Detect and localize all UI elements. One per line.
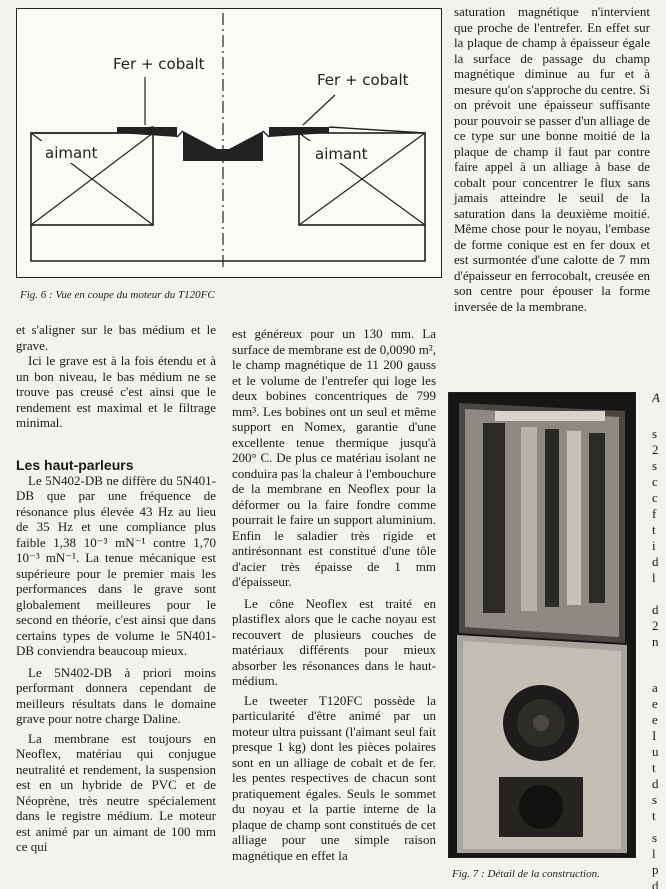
label-fer-cobalt-left: Fer + cobalt: [113, 55, 205, 73]
edge-letter: p: [652, 862, 659, 877]
edge-letter: 2: [652, 618, 659, 633]
edge-letter: u: [652, 744, 659, 759]
edge-letter: a: [652, 680, 658, 695]
edge-letter: t: [652, 808, 656, 823]
edge-letter: e: [652, 696, 658, 711]
edge-letter: s: [652, 792, 658, 807]
label-aimant-left: aimant: [45, 144, 98, 162]
col1-paragraph-4: Le 5N402-DB à priori moins performant donnera cependant de meilleurs résultats dans le domaine grave pour notre charge Daline.: [16, 664, 216, 726]
label-fer-cobalt-right: Fer + cobalt: [317, 71, 409, 89]
figure-7: [448, 392, 636, 858]
edge-letter: n: [652, 634, 659, 649]
edge-letter: t: [652, 522, 656, 537]
col1-paragraph-5: La membrane est toujours en Neoflex, matériau qui conjugue neutralité et rendement, la suspension est en un hybride de PVC et de Néoprène, très neutre spécialement dans le registre médium. Le moteur est animé par un aimant de 100 mm ce qui: [16, 730, 216, 854]
edge-letter: c: [652, 490, 658, 505]
base-plate: [31, 225, 425, 261]
col2-paragraph-2: Le cône Neoflex est traité en plastiflex alors que le cache noyau est recouvert de plusieurs couches de matériaux différents pour mieux absorber les résonances dans le haut-médium.: [232, 595, 436, 688]
edge-letter: s: [652, 426, 658, 441]
edge-letter: 2: [652, 442, 659, 457]
figure-6-caption: Fig. 6 : Vue en coupe du moteur du T120FC: [20, 289, 215, 301]
edge-letter: e: [652, 712, 658, 727]
edge-letter: l: [652, 570, 656, 585]
col1-paragraph-1: et s'aligner sur le bas médium et le grave.: [16, 322, 216, 353]
column-2: [232, 326, 436, 863]
figure-7-caption: Fig. 7 : Détail de la construction.: [452, 868, 600, 880]
col2-paragraph-3: Le tweeter T120FC possède la particularité d'être animé par un moteur ultra puissant (l'aimant seul fait presque 1 kg) dont les pièces polaires sont en un alliage de cobalt et de fer. les pentes respectives de chacun sont pratiquement égales. Seuls le sommet du noyau et la partie interne de la plaque de champ sont constitués de cet alliage pour une simple raison magnétique en effet la: [232, 692, 436, 863]
edge-letter: i: [652, 538, 656, 553]
edge-letter: I: [652, 728, 657, 743]
col2-paragraph-1: est généreux pour un 130 mm. La surface de membrane est de 0,0090 m², le champ magnétique de 11 200 gauss et le volume de l'entrefer qui loge les deux bobines concentriques de 799 mm³. Les bobines ont un seul et même support en Nomex, garantie d'une excellente tenue thermique jusqu'à 200° C. De plus ce matériau isolant ne conduira pas la chaleur à l'embouchure de la membrane en Neoflex pour la déformer ou la faire fondre comme pourrait le faire un support aluminium. Enfin le saladier très rigide et antirésonnant est constitué d'une tôle d'acier très épaisse de 1 mm d'épaisseur.: [232, 326, 436, 589]
paragraph-saturation: saturation magnétique n'intervient que proche de l'entrefer. En effet sur la plaque de champ à épaisseur égale la surface de passage du champ magnétique diminue au fur et à mesure qu'on s'approche du centre. Si on prévoit une épaisseur suffisante pour pouvoir se passer d'un alliage de ce type sur une bonne moitié de la plaque de champ il faut par contre faire appel à un alliage à base de cobalt pour concentrer le flux sans jamais atteindre le seuil de la saturation dans la deuxième moitié. Même chose pour le noyau, l'embase de forme conique est en fer doux et est surmontée d'une calotte de 7 mm d'épaisseur en ferrocobalt, creusée en son centre pour épouser la forme inversée de la membrane.: [454, 4, 651, 314]
motor-cross-section-diagram: [17, 9, 441, 277]
column-right-top: [454, 4, 650, 314]
figure-6: [16, 8, 442, 278]
edge-letter: d: [652, 602, 659, 617]
edge-letter: d: [652, 776, 659, 791]
edge-header: A: [652, 390, 660, 405]
edge-letter: s: [652, 458, 658, 473]
col1-paragraph-2: Ici le grave est à la fois étendu et à un bon niveau, le bas médium ne se trouve pas creusé c'est ainsi que le rendement est maximal et le filtrage minimal.: [16, 353, 216, 430]
page-right-edge: [652, 380, 666, 889]
col1-paragraph-3: Le 5N402-DB ne diffère du 5N401-DB que par une fréquence de résonance plus élevée 43 Hz au lieu de 35 Hz et une compliance plus faible 1,38 10⁻³ mN⁻¹ contre 1,70 10⁻³ mN⁻¹. La tenue mécanique est supérieure pour le premier mais les performances dans le grave sont globalement meilleures pour le second en théorie, c'est ainsi que dans certains types de volume le 5N401-DB conviendra beaucoup mieux.: [16, 472, 216, 658]
edge-letter: l: [652, 846, 656, 861]
label-aimant-right: aimant: [315, 145, 368, 163]
construction-photo: [449, 393, 635, 857]
edge-letter: t: [652, 760, 656, 775]
fer-cobalt-left: [117, 127, 177, 137]
edge-letter: s: [652, 830, 658, 845]
edge-letter: d: [652, 554, 659, 569]
edge-letter: d: [652, 878, 659, 889]
section-heading-haut-parleurs: Les haut-parleurs: [16, 456, 134, 473]
column-1: [16, 322, 216, 855]
edge-letter: f: [652, 506, 657, 521]
edge-letter: c: [652, 474, 658, 489]
